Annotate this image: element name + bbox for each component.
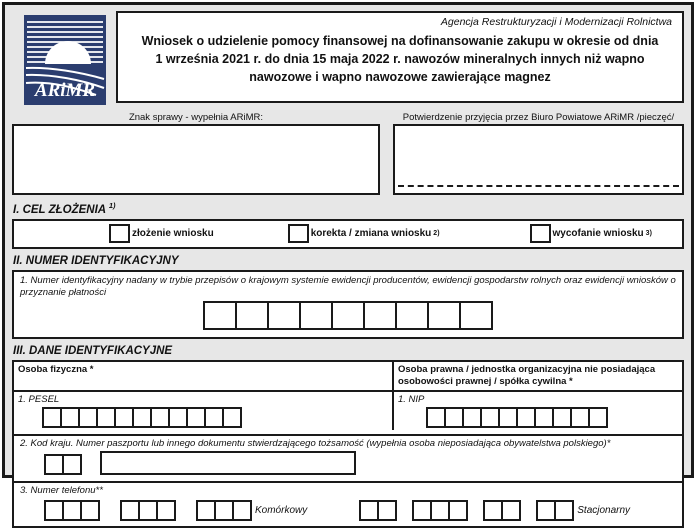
natural-person-header: Osoba fizyczna * [14,362,394,390]
identification-number-box [12,270,684,339]
title-box [116,11,684,103]
section3-heading: III. DANE IDENTYFIKACYJNE [13,344,173,357]
tear-off-dashed-line [398,185,679,187]
digit-cell[interactable] [120,500,140,521]
passport-line [20,451,676,475]
legal-person-header: Osoba prawna / jednostka organizacyjna nie posiadająca osobowości prawnej / spółka cywilna * [398,363,656,387]
option-korekta-zmiana-wniosku: korekta / zmiana wniosku 2) [288,224,440,243]
digit-cell[interactable] [483,500,503,521]
digit-cell-group [483,500,521,521]
digit-cell[interactable] [60,407,80,428]
identification-number-label: 1. Numer identyfikacyjny nadany w trybie przepisów o krajowym systemie ewidencji producentów, ewidencji gospodarstw rolnych oraz ewidencji wniosków o przyznanie płatności [20,274,676,299]
pesel-label: 1. PESEL [18,393,60,405]
section1-heading: I. CEL ZŁOŻENIA $^{1)}$ [13,201,116,216]
digit-cell-group [196,500,252,521]
purpose-box [12,219,684,249]
digit-cell[interactable] [430,500,450,521]
nip-cells [426,407,678,428]
pesel-nip-row [14,392,682,436]
digit-cell[interactable] [427,301,461,330]
digit-cell[interactable] [204,407,224,428]
digit-cell[interactable] [462,407,482,428]
digit-cell[interactable] [44,500,64,521]
digit-cell[interactable] [412,500,432,521]
phone-line [20,500,676,521]
landline-phone-cells [359,500,574,521]
passport-row [14,436,682,484]
option-label: korekta / zmiana wniosku [310,228,432,240]
digit-cell[interactable] [331,301,365,330]
digit-cell[interactable] [426,407,446,428]
digit-cell[interactable] [552,407,572,428]
digit-cell[interactable] [214,500,234,521]
checkbox-korekta-zmiana-wniosku[interactable] [288,224,309,243]
form-header [12,11,684,105]
form-title-line: 1 września 2021 r. do dnia 15 maja 2022 r. nawozów mineralnych innych niż wapno [155,52,645,67]
section2-heading: II. NUMER IDENTYFIKACYJNY [13,254,179,267]
digit-cell-group [412,500,468,521]
digit-cell[interactable] [42,407,62,428]
nip-field [394,392,682,430]
phone-row [14,483,682,526]
digit-cell[interactable] [44,454,64,475]
passport-label: 2. Kod kraju. Numer paszportu lub innego dokumentu stwierdzającego tożsamość (wypełnia osoba nieposiadająca obywatelstwa polskiego)* [20,437,611,449]
digit-cell[interactable] [459,301,493,330]
digit-cell[interactable] [132,407,152,428]
digit-cell-group [120,500,176,521]
stamp-row [12,112,684,195]
digit-cell[interactable] [359,500,379,521]
case-number-box [12,124,380,195]
digit-cell[interactable] [501,500,521,521]
digit-cell[interactable] [299,301,333,330]
digit-cell[interactable] [570,407,590,428]
digit-cell-group [359,500,397,521]
option-label: wycofanie wniosku [552,228,644,240]
confirmation-area [393,112,684,195]
digit-cell[interactable] [150,407,170,428]
case-number-area [12,112,380,195]
digit-cell[interactable] [114,407,134,428]
option-wycofanie-wniosku: wycofanie wniosku 3) [530,224,652,243]
form-page [2,2,694,517]
digit-cell[interactable] [235,301,269,330]
digit-cell[interactable] [80,500,100,521]
digit-cell[interactable] [222,407,242,428]
form-title-line: Wniosek o udzielenie pomocy finansowej na dofinansowanie zakupu w okresie od dnia [141,34,659,48]
digit-cell[interactable] [186,407,206,428]
digit-cell[interactable] [363,301,397,330]
form-title-line: nawozowe i wapno nawozowe zawierające magnez [249,70,551,85]
digit-cell[interactable] [516,407,536,428]
mobile-phone-type-label: Komórkowy [255,505,308,517]
identification-data-table [12,360,684,528]
digit-cell-group [536,500,574,521]
digit-cell-group [44,500,100,521]
phone-label: 3. Numer telefonu** [20,485,103,497]
digit-cell[interactable] [536,500,556,521]
landline-phone-type-label: Stacjonarny [577,505,631,517]
pesel-field [14,392,394,430]
form-title [128,32,672,86]
digit-cell[interactable] [62,500,82,521]
digit-cell[interactable] [62,454,82,475]
digit-cell[interactable] [156,500,176,521]
digit-cell[interactable] [554,500,574,521]
digit-cell[interactable] [498,407,518,428]
country-code-cells [44,454,82,475]
digit-cell[interactable] [232,500,252,521]
option-label: złożenie wniosku [132,228,214,240]
digit-cell[interactable] [534,407,554,428]
digit-cell[interactable] [78,407,98,428]
digit-cell[interactable] [267,301,301,330]
passport-number-input[interactable] [100,451,356,475]
digit-cell[interactable] [480,407,500,428]
option-zlozenie-wniosku [109,224,216,243]
confirmation-label: Potwierdzenie przyjęcia przez Biuro Powiatowe ARiMR /pieczęć/ [402,112,675,123]
digit-cell[interactable] [138,500,158,521]
checkbox-wycofanie-wniosku[interactable] [530,224,551,243]
arimr-logo [24,15,106,105]
digit-cell[interactable] [96,407,116,428]
person-type-header-row [14,362,682,392]
pesel-cells [42,407,388,428]
agency-name: Agencja Restrukturyzacji i Modernizacji Rolnictwa [440,16,672,28]
digit-cell[interactable] [377,500,397,521]
nip-label: 1. NIP [398,393,425,405]
logo-text: ARiMR [34,80,96,101]
digit-cell[interactable] [444,407,464,428]
digit-cell[interactable] [196,500,216,521]
digit-cell[interactable] [203,301,237,330]
digit-cell[interactable] [168,407,188,428]
mobile-phone-cells [44,500,252,521]
digit-cell[interactable] [448,500,468,521]
case-number-label: Znak sprawy - wypełnia ARiMR: [128,112,264,123]
identification-number-cells [20,301,676,330]
confirmation-stamp-box [393,124,684,195]
checkbox-zlozenie-wniosku[interactable] [109,224,130,243]
digit-cell[interactable] [395,301,429,330]
digit-cell[interactable] [588,407,608,428]
